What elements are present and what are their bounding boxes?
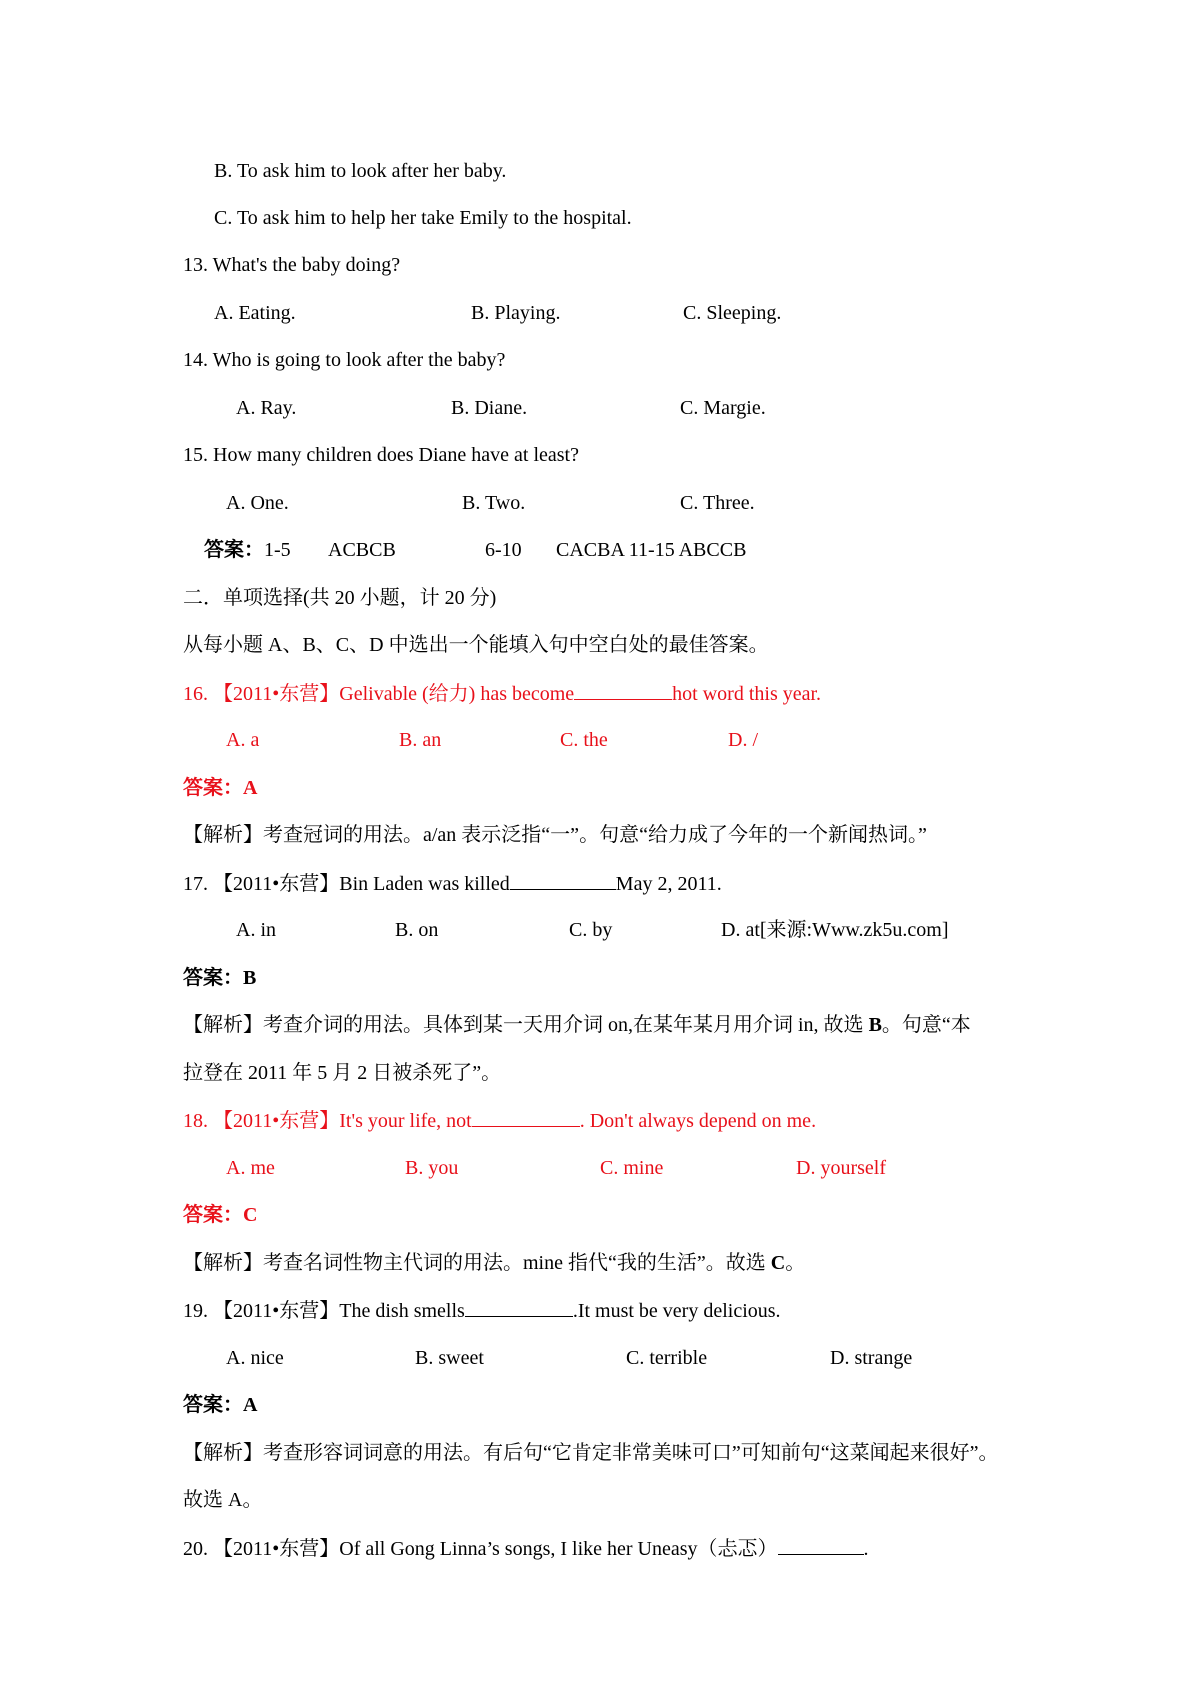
q19-option-b: B. sweet: [415, 1347, 484, 1369]
q18-answer: 答案：C: [183, 1204, 258, 1226]
q19-analysis-line-2: 故选 A。: [183, 1489, 263, 1511]
q16-suffix: hot word this year.: [672, 683, 822, 705]
q18-analysis-choice: C: [770, 1252, 786, 1274]
q19-option-c: C. terrible: [626, 1347, 708, 1369]
q17-analysis-text-tail: 。句意“本: [881, 1014, 971, 1036]
q14-option-b: B. Diane.: [451, 397, 528, 419]
q14-question: 14. Who is going to look after the baby?: [183, 349, 506, 371]
q20-suffix: .: [863, 1538, 869, 1560]
q12-option-b: B. To ask him to look after her baby.: [214, 160, 507, 182]
q20-question: [183, 1536, 869, 1561]
q13-option-b: B. Playing.: [471, 302, 561, 324]
q15-option-c: C. Three.: [680, 492, 755, 514]
q18-prefix: 18. 【2011•东营】It's your life, not: [183, 1110, 472, 1132]
q18-option-b: B. you: [405, 1157, 459, 1179]
answer-key-range-2: 6-10: [485, 539, 522, 561]
q16-option-b: B. an: [399, 729, 442, 751]
answer-key-answers-1: ACBCB: [328, 539, 396, 561]
q13-question: 13. What's the baby doing?: [183, 254, 401, 276]
answer-key-label: 答案：: [204, 539, 264, 561]
q17-analysis-line-1: [183, 1013, 971, 1037]
q16-blank: [574, 681, 672, 700]
q17-prefix: 17. 【2011•东营】Bin Laden was killed: [183, 873, 510, 895]
q19-option-d: D. strange: [830, 1347, 913, 1369]
q16-option-a: A. a: [226, 729, 260, 751]
q17-option-d: D. at[来源:Www.zk5u.com]: [721, 919, 949, 941]
q15-question: 15. How many children does Diane have at least?: [183, 444, 579, 466]
q13-option-a: A. Eating.: [214, 302, 296, 324]
answer-key-answers-2: CACBA 11-15 ABCCB: [556, 539, 747, 561]
q15-option-a: A. One.: [226, 492, 289, 514]
q19-suffix: .It must be very delicious.: [572, 1300, 781, 1322]
q19-blank: [465, 1298, 573, 1317]
q16-question: [183, 681, 821, 706]
q17-analysis-choice: B: [868, 1014, 882, 1036]
q18-question: [183, 1108, 816, 1133]
q18-option-c: C. mine: [600, 1157, 664, 1179]
q18-analysis-tail: 。: [785, 1252, 806, 1274]
q18-analysis: [183, 1251, 805, 1275]
q17-answer: 答案：B: [183, 967, 257, 989]
q18-suffix: . Don't always depend on me.: [579, 1110, 817, 1132]
q15-option-b: B. Two.: [462, 492, 526, 514]
q14-option-a: A. Ray.: [236, 397, 297, 419]
answer-key: [204, 538, 291, 562]
answer-key-range-1: 1-5: [264, 539, 291, 561]
q13-option-c: C. Sleeping.: [683, 302, 782, 324]
section-heading: 二．单项选择(共 20 小题，计 20 分): [183, 587, 497, 609]
q17-option-a: A. in: [236, 919, 276, 941]
q18-option-d: D. yourself: [796, 1157, 886, 1179]
q18-analysis-text: 【解析】考查名词性物主代词的用法。mine 指代“我的生活”。故选: [183, 1252, 771, 1274]
q19-answer: 答案：A: [183, 1394, 258, 1416]
q17-blank: [510, 871, 616, 890]
q17-analysis-text: 【解析】考查介词的用法。具体到某一天用介词 on,在某年某月用介词 in, 故选: [183, 1014, 869, 1036]
q12-option-c: C. To ask him to help her take Emily to the hospital.: [214, 207, 632, 229]
q16-answer: 答案：A: [183, 777, 258, 799]
q19-analysis-line-1: 【解析】考查形容词词意的用法。有后句“它肯定非常美味可口”可知前句“这菜闻起来很好”。: [183, 1442, 999, 1464]
q16-option-c: C. the: [560, 729, 608, 751]
q14-option-c: C. Margie.: [680, 397, 766, 419]
q19-prefix: 19. 【2011•东营】The dish smells: [183, 1300, 465, 1322]
q16-analysis: 【解析】考查冠词的用法。a/an 表示泛指“一”。句意“给力成了今年的一个新闻热词。”: [183, 824, 927, 846]
q18-blank: [472, 1108, 580, 1127]
q20-prefix: 20. 【2011•东营】Of all Gong Linna’s songs, I like her Uneasy（忐忑）: [183, 1538, 778, 1560]
q19-option-a: A. nice: [226, 1347, 284, 1369]
q17-suffix: May 2, 2011.: [615, 873, 722, 895]
section-instruction: 从每小题 A、B、C、D 中选出一个能填入句中空白处的最佳答案。: [183, 634, 769, 656]
q18-option-a: A. me: [226, 1157, 275, 1179]
q19-question: [183, 1298, 781, 1323]
q20-blank: [778, 1536, 864, 1555]
q16-option-d: D. /: [728, 729, 758, 751]
q17-question: [183, 871, 722, 896]
q17-option-c: C. by: [569, 919, 613, 941]
q16-prefix: 16. 【2011•东营】Gelivable (给力) has become: [183, 683, 575, 705]
q17-analysis-line-2: 拉登在 2011 年 5 月 2 日被杀死了”。: [183, 1062, 502, 1084]
q17-option-b: B. on: [395, 919, 439, 941]
